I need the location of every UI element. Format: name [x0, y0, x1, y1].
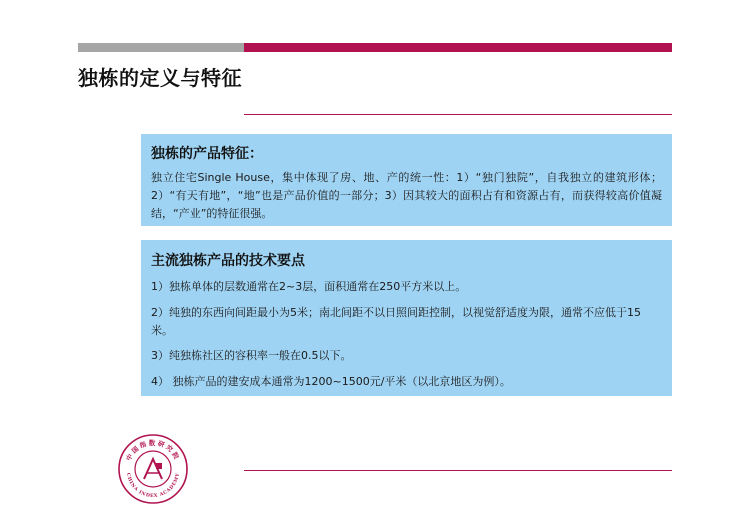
logo-bottom-text: CHINA INDEX ACADEMY [125, 472, 181, 500]
svg-text:CHINA INDEX ACADEMY [125, 472, 181, 499]
logo-top-text: 中国指数研究院 [124, 439, 182, 463]
technical-points-box [141, 240, 672, 396]
product-features-text: 独立住宅Single House，集中体现了房、地、产的统一性：1）“独门独院”，自我独立的建筑形体；2）“有天有地”，“地”也是产品价值的一部分；3）因其较大的面积占有和资源占有，而获得较高价值凝结，“产业”的特征很强。 [151, 171, 662, 220]
header-bar-gray [78, 43, 244, 52]
footer-rule [244, 470, 672, 471]
technical-point-3: 3）纯独栋社区的容积率一般在0.5以下。 [151, 349, 352, 362]
product-features-heading: 独栋的产品特征： [151, 146, 263, 162]
technical-point-2: 2）纯独的东西向间距最小为5米；南北间距不以日照间距控制，以视觉舒适度为限，通常不应低于15米。 [151, 306, 641, 337]
technical-points-heading: 主流独栋产品的技术要点 [151, 253, 305, 269]
slide-title: 独栋的定义与特征 [78, 66, 242, 90]
header-bar-accent [244, 43, 672, 52]
technical-point-1: 1）独栋单体的层数通常在2~3层，面积通常在250平方米以上。 [151, 280, 467, 293]
china-index-academy-logo [117, 433, 189, 505]
logo-emblem-icon [144, 459, 162, 479]
technical-point-4: 4） 独栋产品的建安成本通常为1200~1500元/平米（以北京地区为例）。 [151, 375, 511, 388]
product-features-box [141, 134, 672, 226]
title-underline [244, 114, 672, 115]
